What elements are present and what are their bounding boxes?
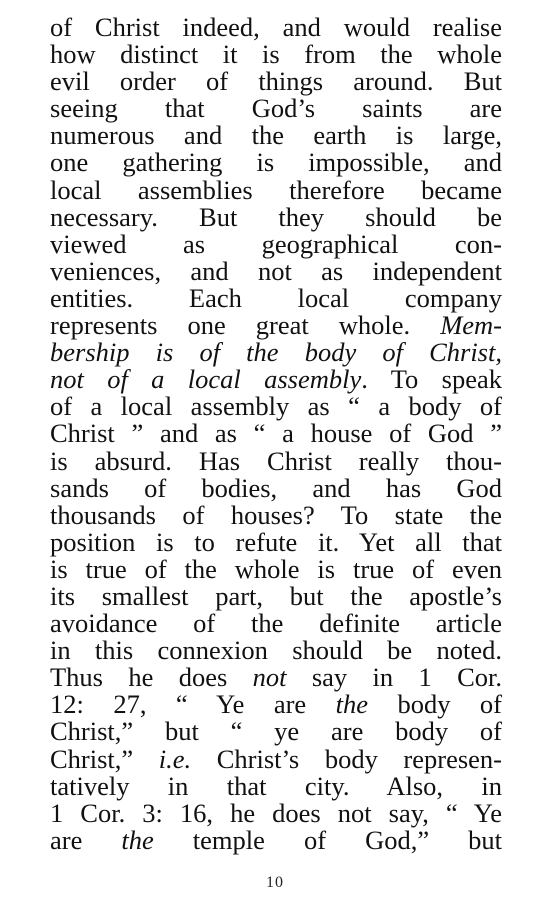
text-segment: tatively in that city. Also, in (50, 770, 502, 801)
text-segment: in this connexion should be noted. (50, 635, 502, 666)
text-segment: local assemblies therefore became (50, 174, 502, 205)
text-segment: of Christ indeed, and would realise (50, 12, 502, 42)
italic-text: Mem- (440, 310, 502, 341)
text-segment: evil order of things around. But (50, 66, 502, 97)
text-segment: Christ,” but “ ye are body of (50, 716, 502, 747)
text-segment: one gathering is impossible, and (50, 147, 502, 178)
text-line (50, 228, 502, 259)
text-line (50, 664, 502, 691)
italic-text: i.e. (158, 743, 192, 774)
text-line (50, 691, 502, 718)
text-line (50, 553, 502, 584)
text-segment: Thus he does (50, 662, 253, 693)
text-line (50, 174, 502, 205)
text-segment: sands of bodies, and has God (50, 472, 502, 503)
text-segment: temple of God,” but (153, 824, 502, 855)
text-segment: Christ ” and as “ a house of God ” (50, 418, 502, 449)
text-line (50, 718, 502, 745)
text-segment: entities. Each local company (50, 282, 502, 313)
text-line (50, 637, 502, 664)
text-line (50, 770, 502, 801)
text-line (50, 312, 502, 339)
text-segment: necessary. But they should be (50, 201, 502, 232)
text-line (50, 14, 502, 41)
text-line (50, 743, 502, 774)
text-line (50, 610, 502, 637)
text-segment: Christ,” (50, 743, 159, 774)
text-line (50, 68, 502, 95)
text-line (50, 255, 502, 286)
text-segment: represents one great whole. (50, 310, 441, 341)
text-segment: body of (368, 689, 502, 720)
text-line (50, 580, 502, 611)
text-line (50, 95, 502, 122)
text-line (50, 201, 502, 232)
text-segment: position is to refute it. Yet all that (50, 526, 502, 557)
text-line (50, 445, 502, 476)
text-line (50, 472, 502, 503)
italic-text: bership is of the body of Christ, (50, 337, 502, 368)
text-line (50, 41, 502, 68)
text-line (50, 420, 502, 447)
text-line (50, 824, 502, 855)
text-segment: 12: 27, “ Ye are (50, 689, 336, 720)
text-segment: thousands of houses? To state the (50, 499, 502, 530)
text-segment: veniences, and not as independent (50, 255, 502, 286)
italic-text: not (252, 662, 287, 693)
italic-text: the (121, 824, 154, 855)
text-segment: how distinct it is from the whole (50, 39, 502, 70)
text-segment: are (50, 824, 122, 855)
text-line (50, 339, 502, 366)
text-line (50, 149, 502, 176)
text-segment: of a local assembly as “ a body of (50, 391, 502, 422)
text-segment: viewed as geographical con- (50, 228, 502, 259)
text-line (50, 366, 502, 393)
italic-text: the (335, 689, 369, 720)
text-line (50, 526, 502, 557)
text-segment: 1 Cor. 3: 16, he does not say, “ Ye (50, 797, 502, 828)
text-line (50, 393, 502, 420)
text-segment: Christ’s body represen- (191, 743, 502, 774)
body-text (50, 14, 502, 854)
text-segment: its smallest part, but the apostle’s (50, 580, 502, 611)
text-segment: is absurd. Has Christ really thou- (50, 445, 502, 476)
text-segment: say in 1 Cor. (286, 662, 502, 693)
text-segment: is true of the whole is true of even (50, 553, 502, 584)
text-line (50, 499, 502, 530)
text-segment: . To speak (361, 364, 502, 395)
text-line (50, 797, 502, 828)
text-segment: avoidance of the definite article (50, 608, 502, 639)
page-number: 10 (266, 874, 284, 891)
text-segment: numerous and the earth is large, (50, 120, 502, 151)
text-line (50, 122, 502, 149)
italic-text: not of a local assembly (50, 364, 362, 395)
text-line (50, 282, 502, 313)
text-segment: seeing that God’s saints are (50, 93, 502, 124)
